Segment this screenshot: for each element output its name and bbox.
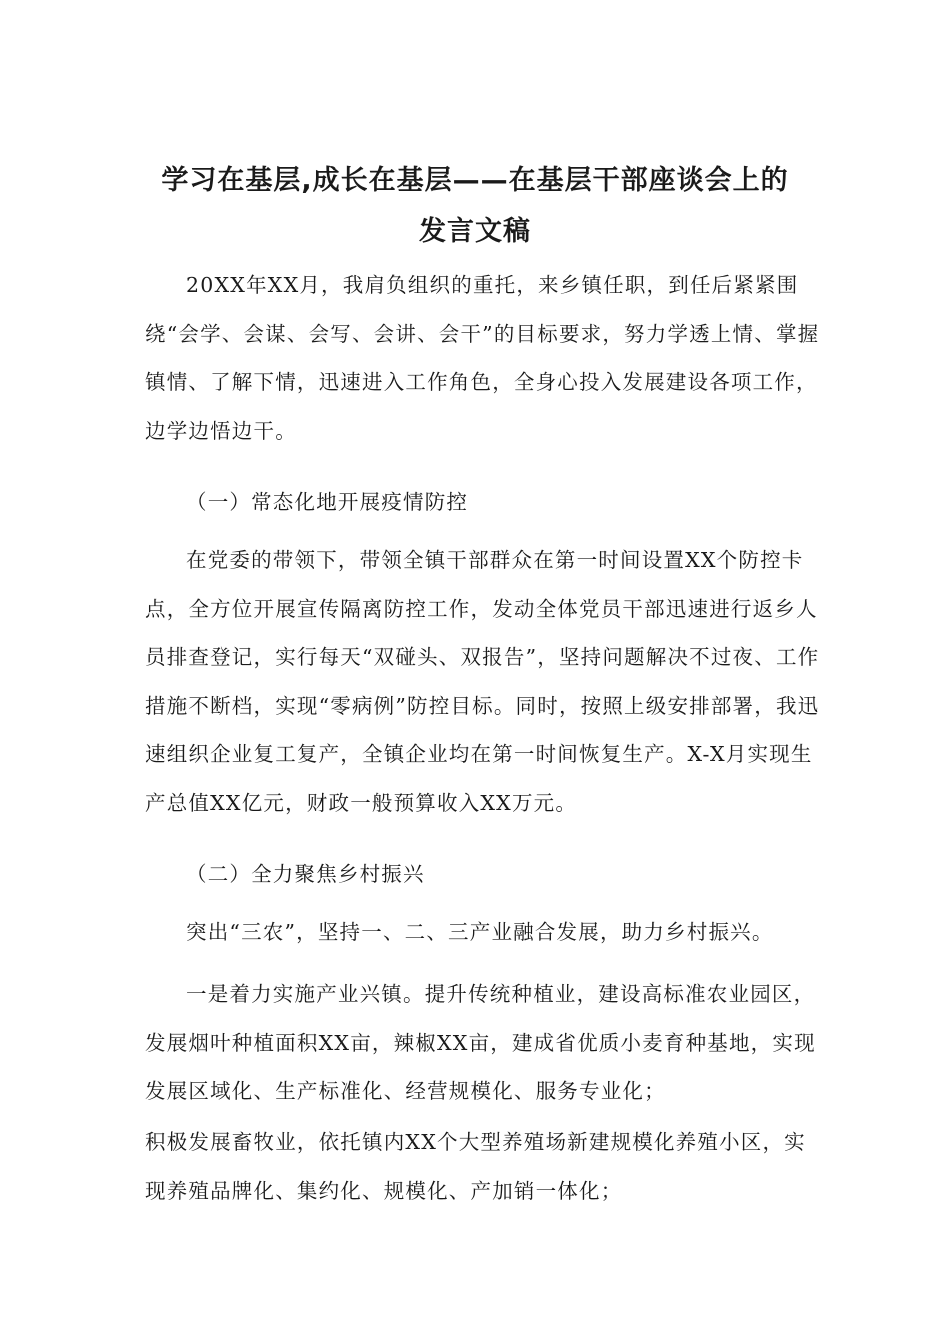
section2-point1-continuation: 积极发展畜牧业，依托镇内XX个大型养殖场新建规模化养殖小区，实现养殖品牌化、集约化、规模化、产加销一体化； [145, 1130, 806, 1203]
section2-point1-paragraph: 一是着力实施产业兴镇。提升传统种植业，建设高标准农业园区，发展烟叶种植面积XX亩，辣椒XX亩，建成省优质小麦育种基地，实现发展区域化、生产标准化、经营规模化、服务专业化； [145, 982, 816, 1104]
section1-paragraph: 在党委的带领下，带领全镇干部群众在第一时间设置XX个防控卡点，全方位开展宣传隔离防控工作，发动全体党员干部迅速进行返乡人员排查登记，实行每天“双碰头、双报告”，坚持问题解决不过夜、工作措施不断档，实现“零病例”防控目标。同时，按照上级安排部署，我迅速组织企业复工复产，全镇企业均在第一时间恢复生产。X-X月实现生产总值XX亿元，财政一般预算收入XX万元。 [145, 548, 820, 815]
document-title-line2: 发言文稿 [419, 216, 531, 247]
section2-heading: （二）全力聚焦乡村振兴 [186, 862, 425, 886]
section2-intro-paragraph: 突出“三农”，坚持一、二、三产业融合发展，助力乡村振兴。 [186, 920, 774, 944]
section1-heading: （一）常态化地开展疫情防控 [186, 490, 469, 514]
intro-paragraph: 20XX年XX月，我肩负组织的重托，来乡镇任职，到任后紧紧围绕“会学、会谋、会写、会讲、会干”的目标要求，努力学透上情、掌握镇情、了解下情，迅速进入工作角色，全身心投入发展建设各项工作，边学边悟边干。 [145, 273, 820, 443]
document-title-line1: 学习在基层,成长在基层——在基层干部座谈会上的 [161, 165, 789, 196]
